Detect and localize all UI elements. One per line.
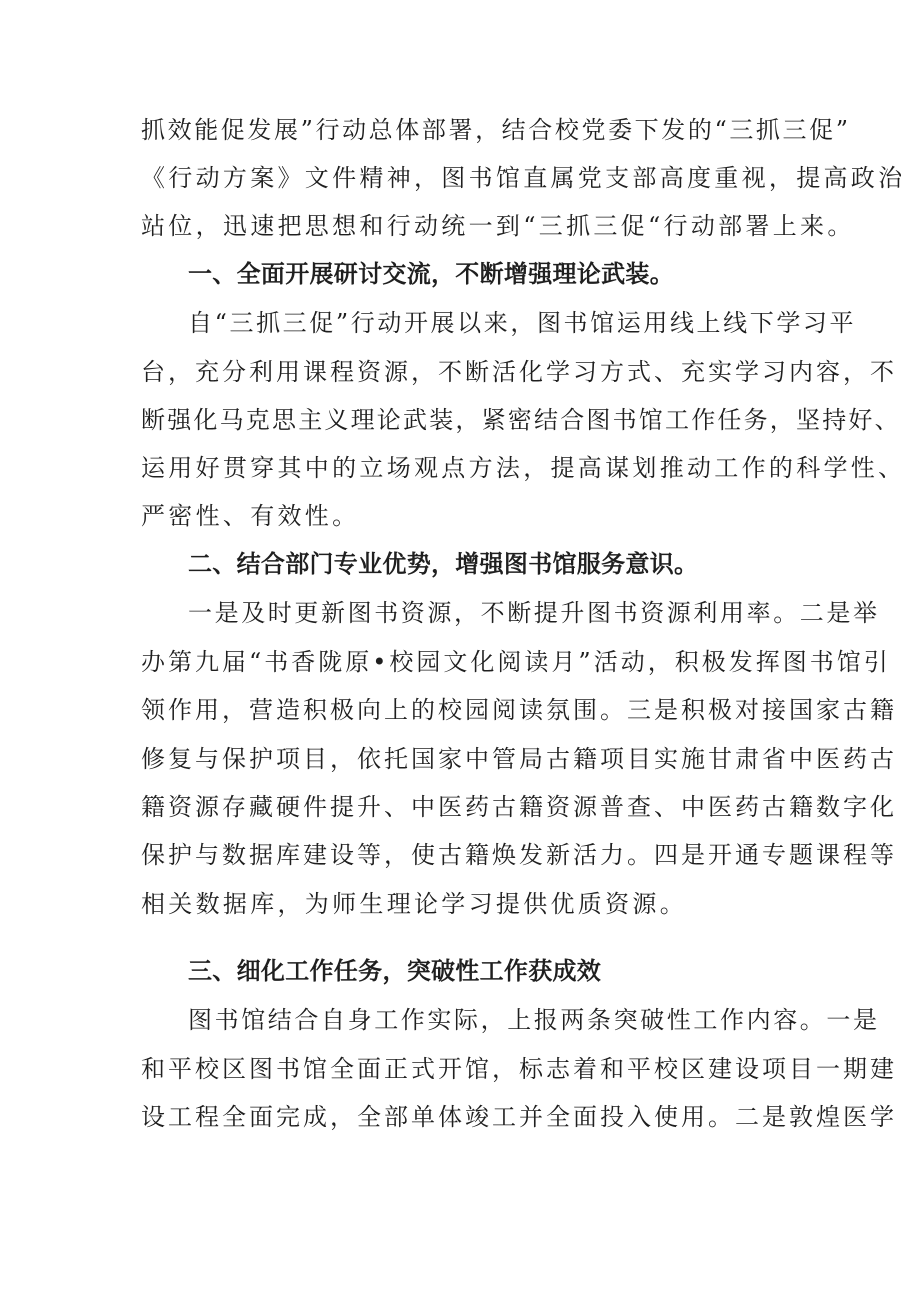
section-3-line: 图书馆结合自身工作实际，上报两条突破性工作内容。一是 [188, 1006, 880, 1034]
section-1-line: 台，充分利用课程资源，不断活化学习方式、充实学习内容，不 [141, 358, 897, 386]
section-2-line: 修复与保护项目，依托国家中管局古籍项目实施甘肃省中医药古 [141, 745, 897, 773]
intro-line: 站位，迅速把思想和行动统一到“三抓三促“行动部署上来。 [141, 212, 855, 240]
section-3-line: 和平校区图书馆全面正式开馆，标志着和平校区建设项目一期建 [141, 1055, 897, 1083]
section-2-line: 办第九届“书香陇原•校园文化阅读月”活动，积极发挥图书馆引 [141, 648, 891, 676]
section-1-line: 断强化马克思主义理论武装，紧密结合图书馆工作任务，坚持好、 [141, 406, 901, 434]
intro-line: 《行动方案》文件精神，图书馆直属党支部高度重视，提高政治 [141, 164, 906, 192]
section-1-heading: 一、全面开展研讨交流，不断增强理论武装。 [188, 260, 674, 288]
section-2-line: 保护与数据库建设等，使古籍焕发新活力。四是开通专题课程等 [141, 841, 897, 869]
section-2-line: 相关数据库，为师生理论学习提供优质资源。 [141, 890, 687, 918]
section-2-line: 籍资源存藏硬件提升、中医药古籍资源普查、中医药古籍数字化 [141, 793, 897, 821]
section-3-heading: 三、细化工作任务，突破性工作获成效 [188, 957, 602, 985]
intro-line: 抓效能促发展”行动总体部署，结合校党委下发的“三抓三促” [141, 116, 851, 144]
section-2-line: 领作用，营造积极向上的校园阅读氛围。三是积极对接国家古籍 [141, 696, 897, 724]
section-3-line: 设工程全面完成，全部单体竣工并全面投入使用。二是敦煌医学 [141, 1103, 897, 1131]
section-2-line: 一是及时更新图书资源，不断提升图书资源利用率。二是举 [188, 599, 880, 627]
section-1-line: 运用好贯穿其中的立场观点方法，提高谋划推动工作的科学性、 [141, 454, 906, 482]
section-2-heading: 二、结合部门专业优势，增强图书馆服务意识。 [188, 550, 699, 578]
section-1-line: 严密性、有效性。 [141, 502, 360, 530]
section-1-line: 自“三抓三促”行动开展以来，图书馆运用线上线下学习平 [188, 309, 857, 337]
